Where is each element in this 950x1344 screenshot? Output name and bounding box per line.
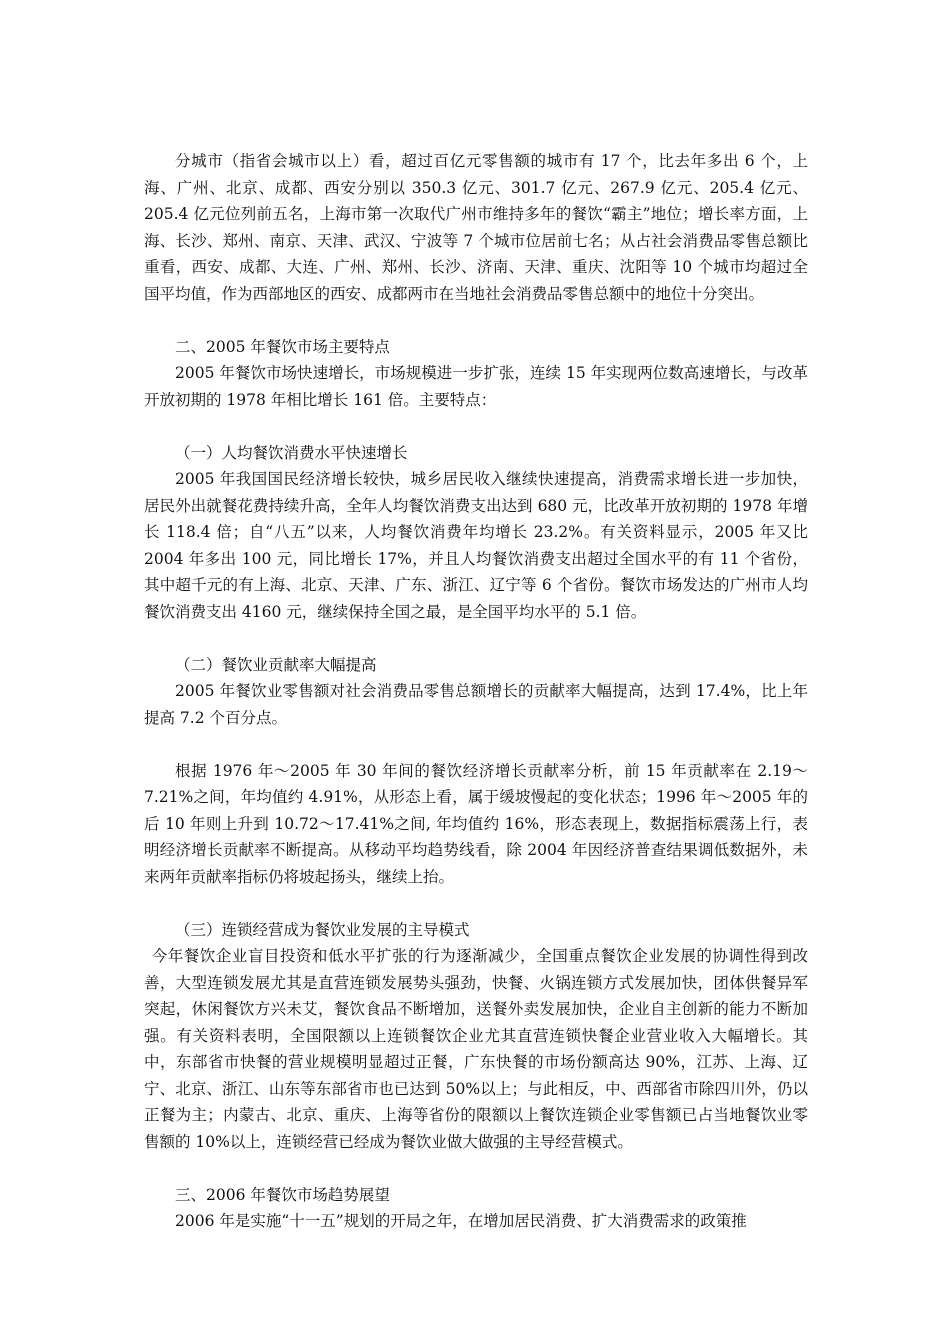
paragraph-2006-outlook: 2006 年是实施“十一五”规划的开局之年，在增加居民消费、扩大消费需求的政策推	[175, 1212, 747, 1230]
paragraph-contribution: 2005 年餐饮业零售额对社会消费品零售总额增长的贡献率大幅提高，达到 17.4%，比上年提高 7.2 个百分点。	[144, 682, 808, 727]
paragraph-per-capita: 2005 年我国国民经济增长较快，城乡居民收入继续快速提高，消费需求增长进一步加快，居民外出就餐花费持续升高，全年人均餐饮消费支出达到 680 元，比改革开放初期的 1978 年增长 118.4 倍；自“八五”以来，人均餐饮消费年均增长 23.2%。有关资料显示，2005 年又比 2004 年多出 100 元，同比增长 17%，并且人均餐饮消费支出超过全国水平的有 11 个省份，其中超千元的有上海、北京、天津、广东、浙江、辽宁等 6 个省份。餐饮市场发达的广州市人均餐饮消费支出 4160 元，继续保持全国之最，是全国平均水平的 5.1 倍。	[144, 470, 808, 621]
paragraph-city-sales: 分城市（指省会城市以上）看，超过百亿元零售额的城市有 17 个，比去年多出 6 个，上海、广州、北京、成都、西安分别以 350.3 亿元、301.7 亿元、267.9 亿元、205.4 亿元、205.4 亿元位列前五名，上海市第一次取代广州市维持多年的餐饮“霸主”地位；增长率方面，上海、长沙、郑州、南京、天津、武汉、宁波等 7 个城市位居前七名；从占社会消费品零售总额比重看，西安、成都、大连、广州、郑州、长沙、济南、天津、重庆、沈阳等 10 个城市均超过全国平均值，作为西部地区的西安、成都两市在当地社会消费品零售总额中的地位十分突出。	[144, 152, 808, 303]
paragraph-2005-overview: 2005 年餐饮市场快速增长，市场规模进一步扩张，连续 15 年实现两位数高速增长，与改革开放初期的 1978 年相比增长 161 倍。主要特点：	[144, 364, 808, 409]
paragraph-chain-operation: 今年餐饮企业盲目投资和低水平扩张的行为逐渐减少，全国重点餐饮企业发展的协调性得到改善，大型连锁发展尤其是直营连锁发展势头强劲，快餐、火锅连锁方式发展加快，团体供餐异军突起，休闲餐饮方兴未艾，餐饮食品不断增加，送餐外卖发展加快，企业自主创新的能力不断加强。有关资料表明，全国限额以上连锁餐饮企业尤其直营连锁快餐企业营业收入大幅增长。其中，东部省市快餐的营业规模明显超过正餐，广东快餐的市场份额高达 90%，江苏、上海、辽宁、北京、浙江、山东等东部省市也已达到 50%以上；与此相反，中、西部省市除四川外，仍以正餐为主；内蒙古、北京、重庆、上海等省份的限额以上餐饮连锁企业零售额已占当地餐饮业零售额的 10%以上，连锁经营已经成为餐饮业做大做强的主导经营模式。	[144, 947, 808, 1151]
document-body	[144, 148, 808, 1235]
subsection-heading-chain-operation: （三）连锁经营成为餐饮业发展的主导模式	[175, 920, 470, 939]
section-heading-2005-features: 二、2005 年餐饮市场主要特点	[175, 337, 390, 356]
subsection-heading-per-capita: （一）人均餐饮消费水平快速增长	[175, 443, 408, 462]
paragraph-contribution-analysis: 根据 1976 年～2005 年 30 年间的餐饮经济增长贡献率分析，前 15 年贡献率在 2.19～7.21%之间，年均值约 4.91%，从形态上看，属于缓坡慢起的变化状态；1996 年～2005 年的后 10 年则上升到 10.72～17.41%之间, 年均值约 16%，形态表现上，数据指标震荡上行，表明经济增长贡献率不断提高。从移动平均趋势线看，除 2004 年因经济普查结果调低数据外，未来两年贡献率指标仍将坡起扬头，继续上抬。	[144, 761, 808, 886]
subsection-heading-contribution: （二）餐饮业贡献率大幅提高	[175, 655, 377, 674]
section-heading-2006-outlook: 三、2006 年餐饮市场趋势展望	[175, 1185, 390, 1204]
